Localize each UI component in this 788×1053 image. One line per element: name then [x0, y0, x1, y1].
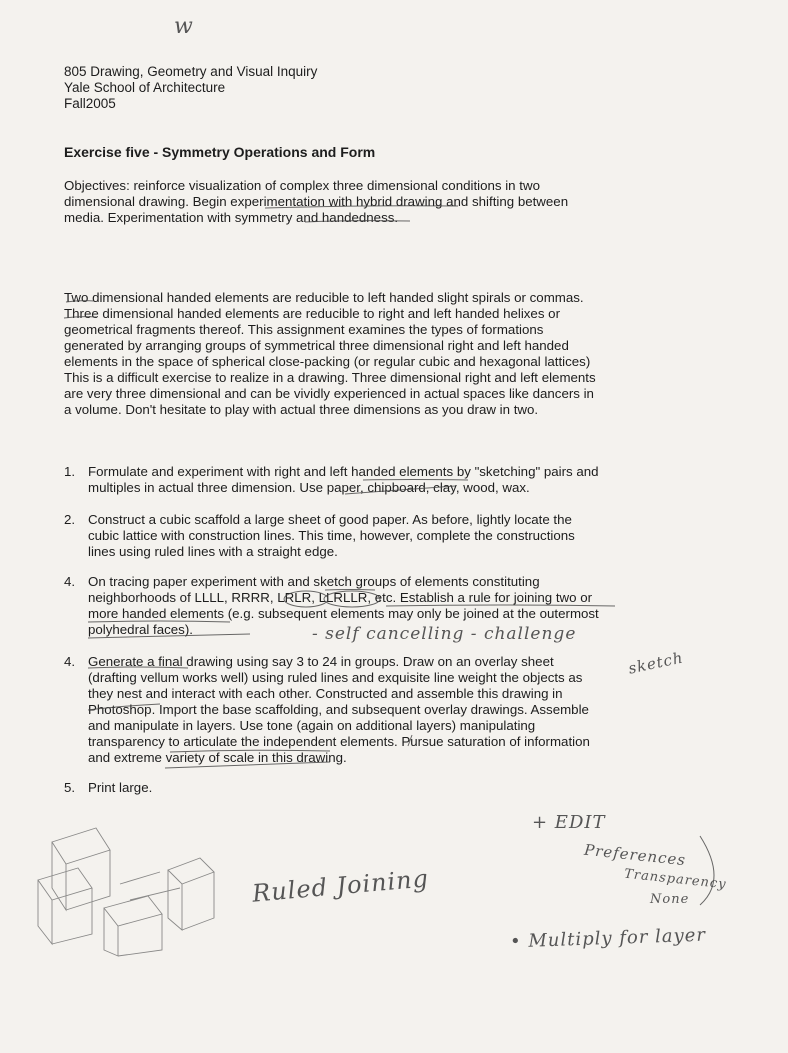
list-item-number: 4. [64, 654, 76, 669]
intro-paragraph: Two dimensional handed elements are reducible to left handed slight spirals or commas. Three dimensional handed elements are reducible to right and left handed helixes or geometrical fragments thereof. This assignment examines the types of formations generated by arranging groups of symmetrical three dimensional right and left handed elements in the space of spherical close-packing (or regular cubic and hexagonal lattices) This is a difficult exercise to realize in a drawing. Three dimensional right and left elements are very three dimensional and can be vividly experienced in actual spaces like dancers in a volume. Don't hesitate to play with actual three dimensions as you draw in two. [64, 290, 596, 417]
handwritten-note-sketch: sketch [626, 648, 686, 678]
list-item-number: 1. [64, 464, 76, 479]
handwritten-note-self-cancelling: - self cancelling - challenge [312, 624, 577, 644]
objectives-paragraph: Objectives: reinforce visualization of complex three dimensional conditions in two dimensional drawing. Begin experimentation with hybrid drawing and shifting between media. Experimentation with symmetry and handedness. [64, 178, 569, 225]
bracket-edit-notes [700, 836, 714, 905]
list-item-text: Formulate and experiment with right and left handed elements by "sketching" pairs and multiples in actual three dimension. Use paper, chipboard, clay, wood, wax. [88, 464, 599, 495]
handwritten-note-transparency: Transparency [623, 866, 728, 893]
handwritten-note-ruled-joining: Ruled Joining [251, 864, 430, 908]
course-line: 805 Drawing, Geometry and Visual Inquiry [64, 64, 318, 79]
list-item-text: Generate a final drawing using say 3 to 24 in groups. Draw on an overlay sheet (drafting vellum works well) using ruled lines and exquisite line weight the objects as they nest and interact with each other. Constructed and assemble this drawing in Photoshop. Import the base scaffolding, and subsequent overlay drawings. Assemble and manipulate in layers. Use tone (again on additional layers) manipulating transparency to articulate the independent elements. Pursue saturation of information and extreme variety of scale in this drawing. [88, 654, 590, 765]
list-item-number: 5. [64, 780, 76, 795]
list-item-text: Print large. [88, 780, 153, 795]
handwritten-note-multiply: • Multiply for layer [509, 924, 707, 953]
handwritten-note-edit: + EDIT [532, 812, 606, 833]
list-item-text: Construct a cubic scaffold a large sheet of good paper. As before, lightly locate the cubic lattice with construction lines. This time, however, complete the constructions lines using ruled lines with a straight edge. [88, 512, 575, 559]
list-item-text: On tracing paper experiment with and sketch groups of elements constituting neighborhoods of LLLL, RRRR, LRLR, LLRLLR, etc. Establish a rule for joining two or more handed elements (e.g. subsequent elements may only be joined at the outermost polyhedral faces). [88, 574, 599, 637]
school-line: Yale School of Architecture [64, 80, 226, 95]
document-header [64, 64, 317, 112]
handwritten-mark-top: w [174, 14, 194, 39]
list-item-number: 2. [64, 512, 76, 527]
list-item-number: 4. [64, 574, 76, 589]
exercise-title: Exercise five - Symmetry Operations and Form [64, 144, 376, 160]
handwritten-note-none: None [650, 892, 690, 907]
term-line: Fall2005 [64, 96, 116, 111]
handwritten-note-preferences: Preferences [583, 840, 687, 870]
cube-sketch [38, 828, 214, 956]
